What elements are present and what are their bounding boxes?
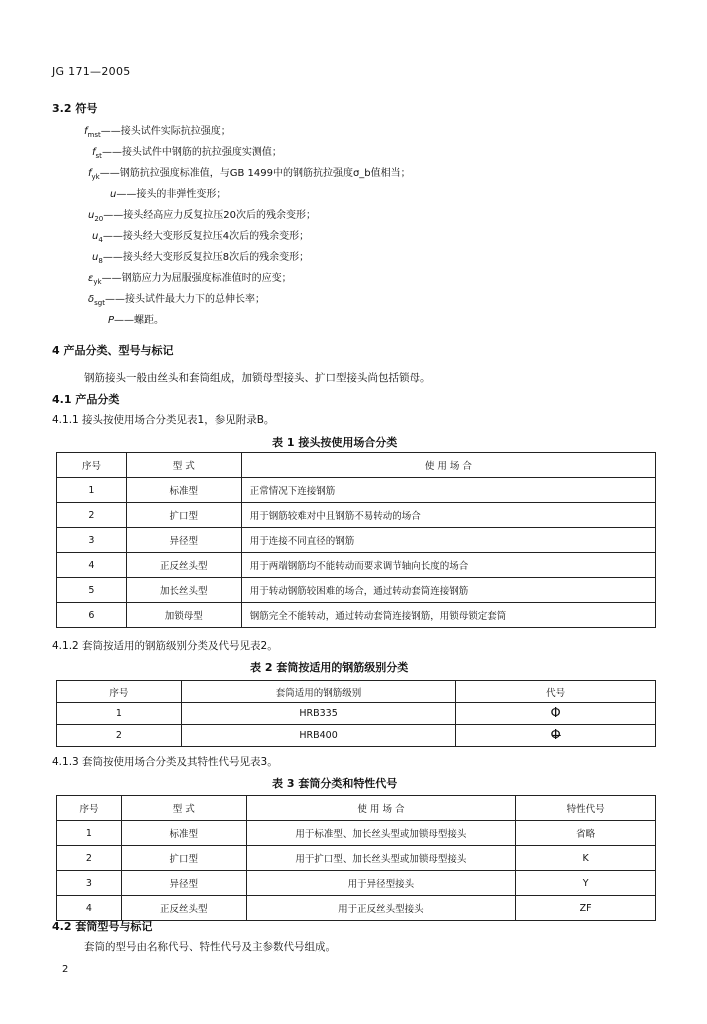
table-header-row — [57, 453, 656, 478]
table-cell: 标准型 — [126, 478, 241, 503]
table-2-caption: 表 2 套筒按适用的钢筋级别分类 — [250, 661, 409, 674]
table-cell: 用于正反丝头型接头 — [246, 896, 516, 921]
table-cell: 1 — [57, 703, 182, 725]
symbol-row: $f_{yk}——$钢筋抗拉强度标准值，与GB 1499中的钢筋抗拉强度σ_b值相当； — [88, 168, 411, 181]
table-cell: 3 — [57, 528, 127, 553]
table-cell: 正常情况下连接钢筋 — [241, 478, 655, 503]
section-4-2-heading: 4.2 套筒型号与标记 — [52, 920, 153, 933]
table-row — [57, 603, 656, 628]
table-row — [57, 725, 656, 747]
section-4-1-heading: 4.1 产品分类 — [52, 393, 120, 406]
section-3-2-heading: 3.2 符号 — [52, 102, 98, 115]
section-4-1-1-text: 4.1.1 接头按使用场合分类见表1，参见附录B。 — [52, 414, 275, 426]
table-cell: HRB335 — [181, 703, 456, 725]
column-header: 序号 — [57, 453, 127, 478]
table-cell: 1 — [57, 478, 127, 503]
symbol-row: $\varepsilon_{yk}——$钢筋应力为屈服强度标准值时的应变； — [88, 273, 292, 286]
table-cell: Φ̶ — [456, 725, 656, 747]
table-cell: 用于转动钢筋较困难的场合，通过转动套筒连接钢筋 — [241, 578, 655, 603]
table-header-row — [57, 796, 656, 821]
table-row — [57, 846, 656, 871]
column-header: 序号 — [57, 681, 182, 703]
table-cell: 用于连接不同直径的钢筋 — [241, 528, 655, 553]
table-cell: 用于扩口型、加长丝头型或加锁母型接头 — [246, 846, 516, 871]
table-cell: ZF — [516, 896, 656, 921]
table-cell: K — [516, 846, 656, 871]
table-cell: 用于异径型接头 — [246, 871, 516, 896]
section-4-1-3-text: 4.1.3 套筒按使用场合分类及其特性代号见表3。 — [52, 756, 278, 768]
table-row — [57, 821, 656, 846]
table-2 — [56, 680, 656, 747]
page-number: 2 — [62, 964, 69, 975]
table-cell: 2 — [57, 846, 122, 871]
table-row — [57, 578, 656, 603]
table-cell: 2 — [57, 503, 127, 528]
table-cell: 钢筋完全不能转动，通过转动套筒连接钢筋，用锁母锁定套筒 — [241, 603, 655, 628]
table-cell: Φ — [456, 703, 656, 725]
section-4-intro: 钢筋接头一般由丝头和套筒组成，加锁母型接头、扩口型接头尚包括锁母。 — [84, 372, 431, 384]
column-header: 特性代号 — [516, 796, 656, 821]
table-cell: 加长丝头型 — [126, 578, 241, 603]
column-header: 型 式 — [121, 796, 246, 821]
symbol-row: $u_4——$接头经大变形反复拉压4次后的残余变形； — [92, 231, 310, 244]
table-cell: 3 — [57, 871, 122, 896]
table-row — [57, 528, 656, 553]
table-row — [57, 478, 656, 503]
table-3-caption: 表 3 套筒分类和特性代号 — [272, 777, 398, 790]
table-cell: 用于钢筋较难对中且钢筋不易转动的场合 — [241, 503, 655, 528]
table-cell: 异径型 — [126, 528, 241, 553]
symbol-row: P——螺距。 — [108, 315, 165, 326]
table-1 — [56, 452, 656, 628]
table-1-caption: 表 1 接头按使用场合分类 — [272, 436, 398, 449]
table-cell: Y — [516, 871, 656, 896]
table-cell: 5 — [57, 578, 127, 603]
document-code-header: JG 171—2005 — [52, 65, 131, 78]
table-row — [57, 503, 656, 528]
column-header: 套筒适用的钢筋级别 — [181, 681, 456, 703]
table-row — [57, 553, 656, 578]
table-cell: 用于标准型、加长丝头型或加锁母型接头 — [246, 821, 516, 846]
table-cell: 4 — [57, 553, 127, 578]
table-cell: 扩口型 — [126, 503, 241, 528]
symbol-row: $u_{20}——$接头经高应力反复拉压20次后的残余变形； — [88, 210, 316, 223]
table-cell: 异径型 — [121, 871, 246, 896]
table-cell: 加锁母型 — [126, 603, 241, 628]
table-cell: 正反丝头型 — [126, 553, 241, 578]
table-row — [57, 871, 656, 896]
column-header: 使 用 场 合 — [241, 453, 655, 478]
table-cell: 扩口型 — [121, 846, 246, 871]
symbol-row: u——接头的非弹性变形； — [110, 189, 227, 200]
table-cell: 标准型 — [121, 821, 246, 846]
table-cell: 省略 — [516, 821, 656, 846]
section-4-heading: 4 产品分类、型号与标记 — [52, 344, 174, 357]
column-header: 代号 — [456, 681, 656, 703]
table-cell: HRB400 — [181, 725, 456, 747]
table-row — [57, 896, 656, 921]
table-cell: 4 — [57, 896, 122, 921]
symbol-row: $\delta_{sgt}——$接头试件最大力下的总伸长率； — [88, 294, 265, 307]
section-4-1-2-text: 4.1.2 套筒按适用的钢筋级别分类及代号见表2。 — [52, 640, 278, 652]
table-3 — [56, 795, 656, 921]
column-header: 序号 — [57, 796, 122, 821]
table-cell: 用于两端钢筋均不能转动而要求调节轴向长度的场合 — [241, 553, 655, 578]
section-4-2-text: 套筒的型号由名称代号、特性代号及主参数代号组成。 — [84, 941, 336, 953]
column-header: 使 用 场 合 — [246, 796, 516, 821]
table-cell: 2 — [57, 725, 182, 747]
table-header-row — [57, 681, 656, 703]
column-header: 型 式 — [126, 453, 241, 478]
table-cell: 1 — [57, 821, 122, 846]
table-cell: 正反丝头型 — [121, 896, 246, 921]
table-cell: 6 — [57, 603, 127, 628]
symbol-row: $f_{mst}——$接头试件实际抗拉强度； — [84, 126, 231, 139]
symbol-row: $u_8——$接头经大变形反复拉压8次后的残余变形； — [92, 252, 310, 265]
symbol-row: $f_{st}——$接头试件中钢筋的抗拉强度实测值； — [92, 147, 282, 160]
table-row — [57, 703, 656, 725]
